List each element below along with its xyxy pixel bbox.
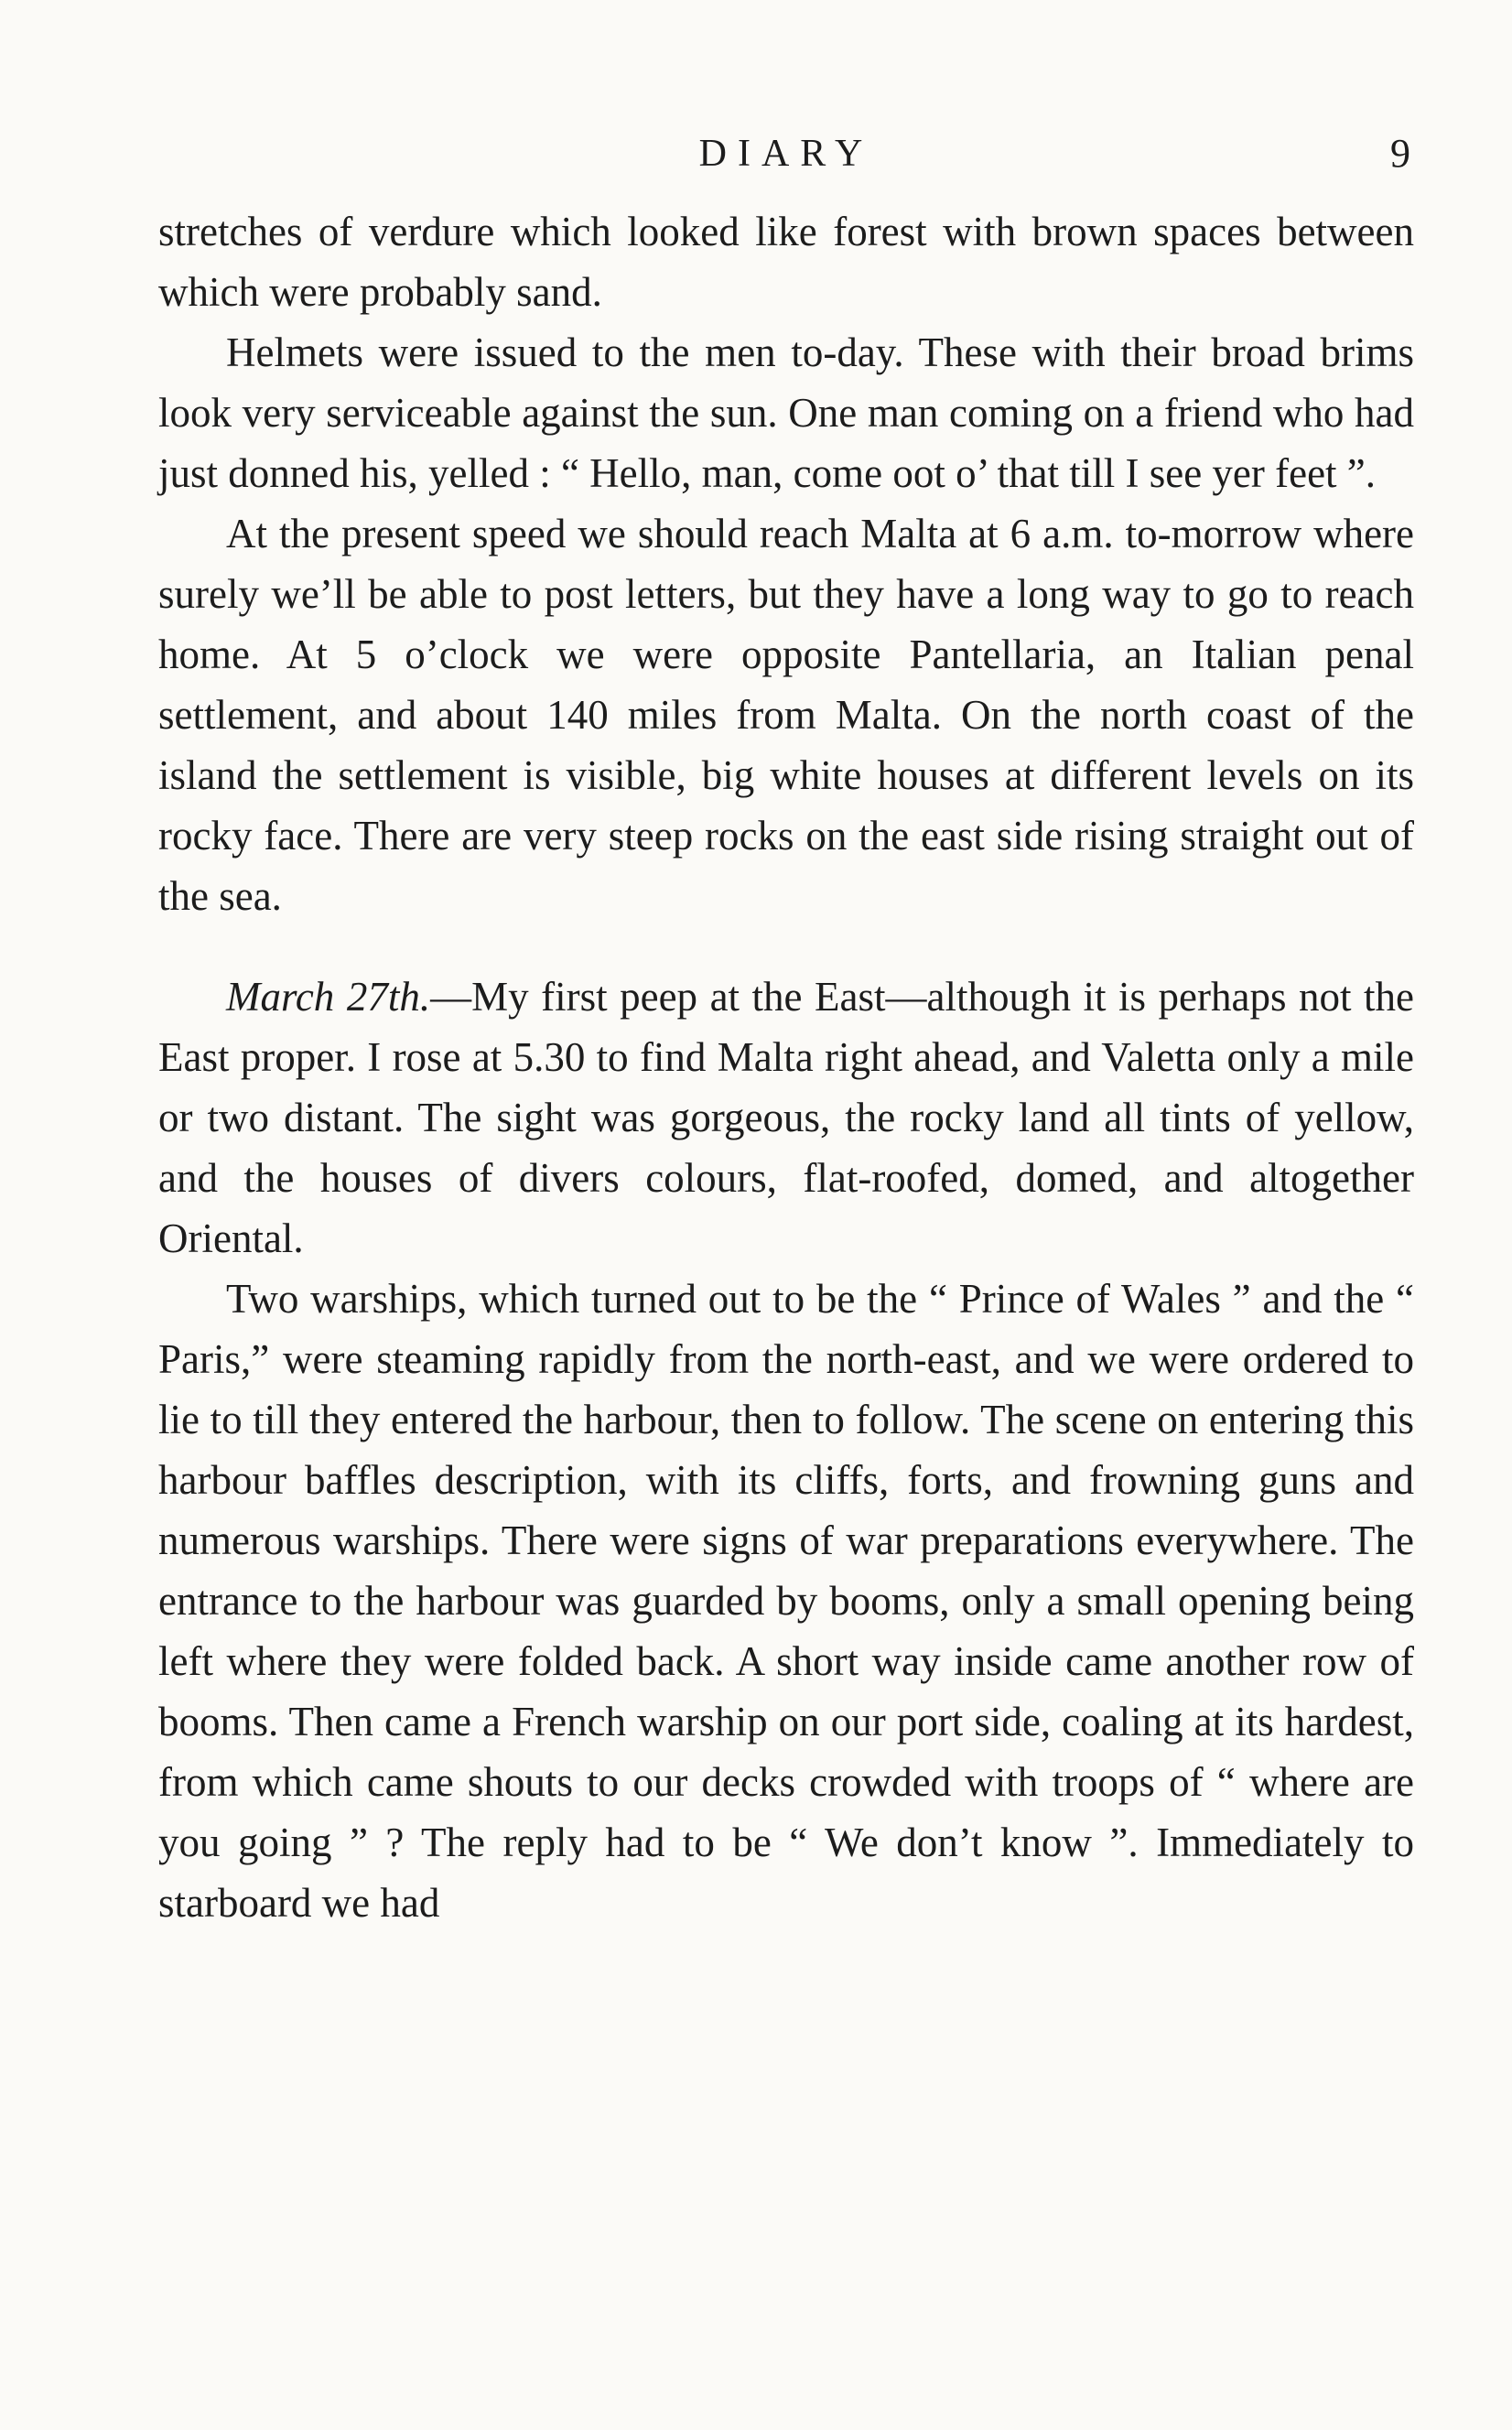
page-body — [158, 201, 1414, 1933]
paragraph-diary-entry — [158, 967, 1414, 1269]
page-title: DIARY — [698, 133, 874, 175]
date-lead: March 27th. — [226, 974, 431, 1020]
paragraph: Two warships, which turned out to be the “ Prince of Wales ” and the “ Paris,” were steaming rapidly from the north-east, and we were ordered to lie to till they entered the harbour, then to follow. The scene on entering this harbour baffles description, with its cliffs, forts, and frowning guns and numerous warships. There were signs of war preparations everywhere. The entrance to the harbour was guarded by booms, only a small opening being left where they were folded back. A short way inside came another row of booms. Then came a French warship on our port side, coaling at its hardest, from which came shouts to our decks crowded with troops of “ where are you going ” ? The reply had to be “ We don’t know ”. Immediately to starboard we had — [158, 1276, 1414, 1926]
paragraph-text: —My first peep at the East—although it is perhaps not the East proper. I rose at 5.30 to find Malta right ahead, and Valetta only a mile or two distant. The sight was gorgeous, the rocky land all tints of yellow, and the houses of divers colours, flat-roofed, domed, and altogether Oriental. — [158, 974, 1414, 1261]
paragraph: At the present speed we should reach Malta at 6 a.m. to-morrow where surely we’ll be able to post letters, but they have a long way to go to reach home. At 5 o’clock we were opposite Pantellaria, an Italian penal settlement, and about 140 miles from Malta. On the north coast of the island the settlement is visible, big white houses at different levels on its rocky face. There are very steep rocks on the east side rising straight out of the sea. — [158, 511, 1414, 919]
page-number: 9 — [1390, 131, 1410, 176]
paragraph: stretches of verdure which looked like forest with brown spaces between which were probably sand. — [158, 209, 1414, 315]
paragraph: Helmets were issued to the men to-day. These with their broad brims look very serviceable against the sun. One man coming on a friend who had just donned his, yelled : “ Hello, man, come oot o’ that till I see yer feet ”. — [158, 329, 1414, 496]
page-header — [158, 126, 1414, 181]
